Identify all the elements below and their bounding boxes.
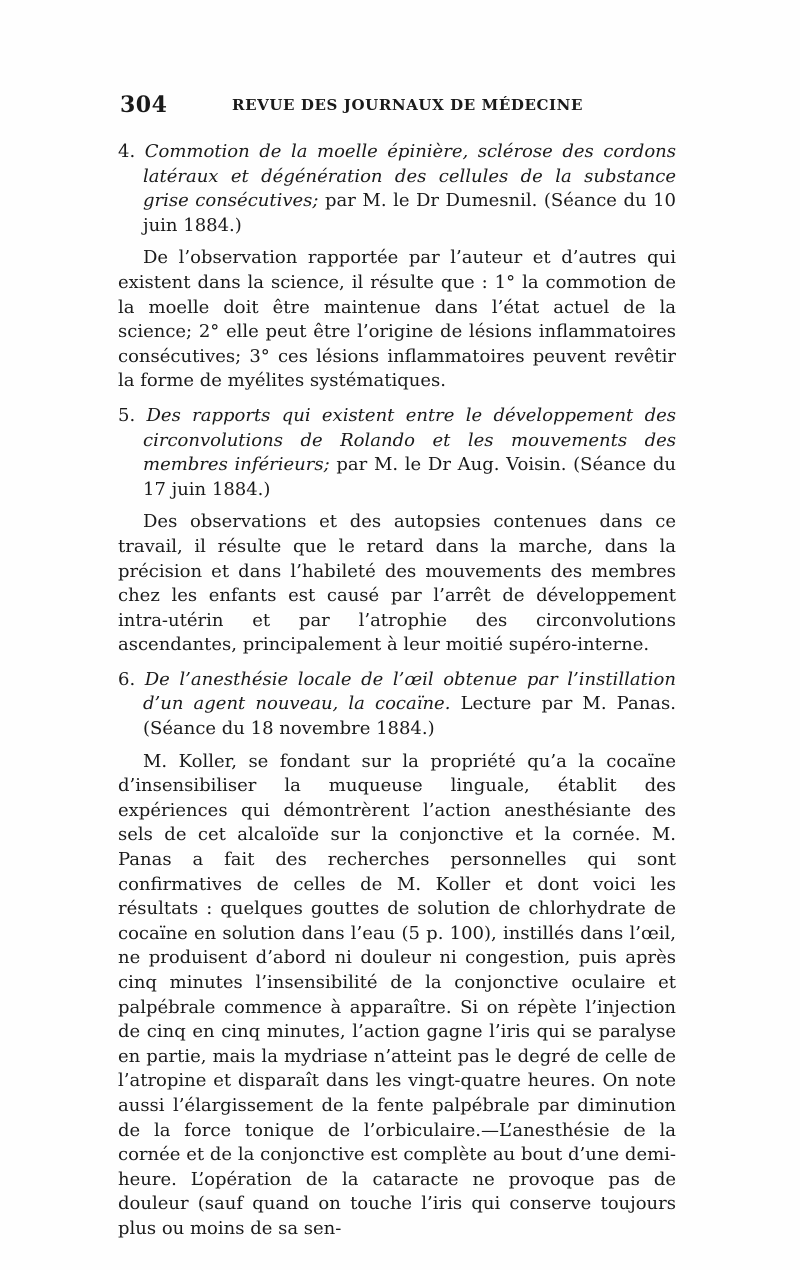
entry-title-italic: De l’anesthésie locale de l’œil obtenue par l’instillation d’un agent nouveau, la cocaïne.: [143, 668, 676, 715]
entry-byline: Lecture par M. Panas. (Séance du 18 novembre 1884.): [143, 693, 676, 740]
text-block: [118, 140, 676, 1242]
entry-byline: par M. le Dr Aug. Voisin. (Séance du 17 juin 1884.): [143, 454, 676, 500]
entry-title: [118, 140, 676, 238]
entry-body: M. Koller, se fondant sur la propriété qu’a la cocaïne d’insensibiliser la muqueuse linguale, établit des expériences qui démontrèrent l’action anesthésiante des sels de cet alcaloïde sur la conjonctive et la cornée. M. Panas a fait des recherches personnelles qui sont confirmatives de celles de M. Koller et dont voici les résultats : quelques gouttes de solution de chlorhydrate de cocaïne en solution dans l’eau (5 p. 100), instillés dans l’œil, ne produisent d’abord ni douleur ni congestion, puis après cinq minutes l’insensibilité de la conjonctive oculaire et palpébrale commence à apparaître. Si on répète l’injection de cinq en cinq minutes, l’action gagne l’iris qui se paralyse en partie, mais la mydriase n’atteint pas le degré de celle de l’atropine et disparaît dans les vingt-quatre heures. On note aussi l’élargissement de la fente palpébrale par diminution de la force tonique de l’orbiculaire.—L’anesthésie de la cornée et de la conjonctive est complète au bout d’une demi-heure. L’opération de la cataracte ne provoque pas de douleur (sauf quand on touche l’iris qui conserve toujours plus ou moins de sa sen-: [118, 750, 676, 1239]
entry-number: 5.: [118, 404, 136, 426]
entry-body: Des observations et des autopsies contenues dans ce travail, il résulte que le retard dans la marche, dans la précision et dans l’habileté des mouvements des membres chez les enfants est causé par l’arrêt de développement intra-utérin et par l’atrophie des circonvolutions ascendantes, principalement à leur moitié supéro-interne.: [118, 511, 676, 656]
entry-byline: par M. le Dr Dumesnil. (Séance du 10 juin 1884.): [143, 190, 676, 236]
page-number: 304: [120, 92, 168, 118]
running-head: [120, 92, 680, 122]
entry-title-italic: Des rapports qui existent entre le développement des circonvolutions de Rolando et les mouvements des membres inférieurs;: [143, 404, 676, 476]
entry-title: [118, 668, 676, 742]
entry-number: 4.: [118, 141, 136, 162]
entry-title-italic: Commotion de la moelle épinière, sclérose des cordons latéraux et dégénération des cellules de la substance grise consécutives;: [143, 141, 676, 212]
journal-title: REVUE DES JOURNAUX DE MÉDECINE: [232, 96, 584, 114]
entry-number: 6.: [118, 668, 136, 690]
entry-title: [118, 404, 676, 502]
entry-body: De l’observation rapportée par l’auteur et d’autres qui existent dans la science, il résulte que : 1° la commotion de la moelle doit être maintenue dans l’état actuel de la science; 2° elle peut être l’origine de lésions inflammatoires consécutives; 3° ces lésions inflammatoires peuvent revêtir la forme de myélites systématiques.: [118, 247, 676, 392]
